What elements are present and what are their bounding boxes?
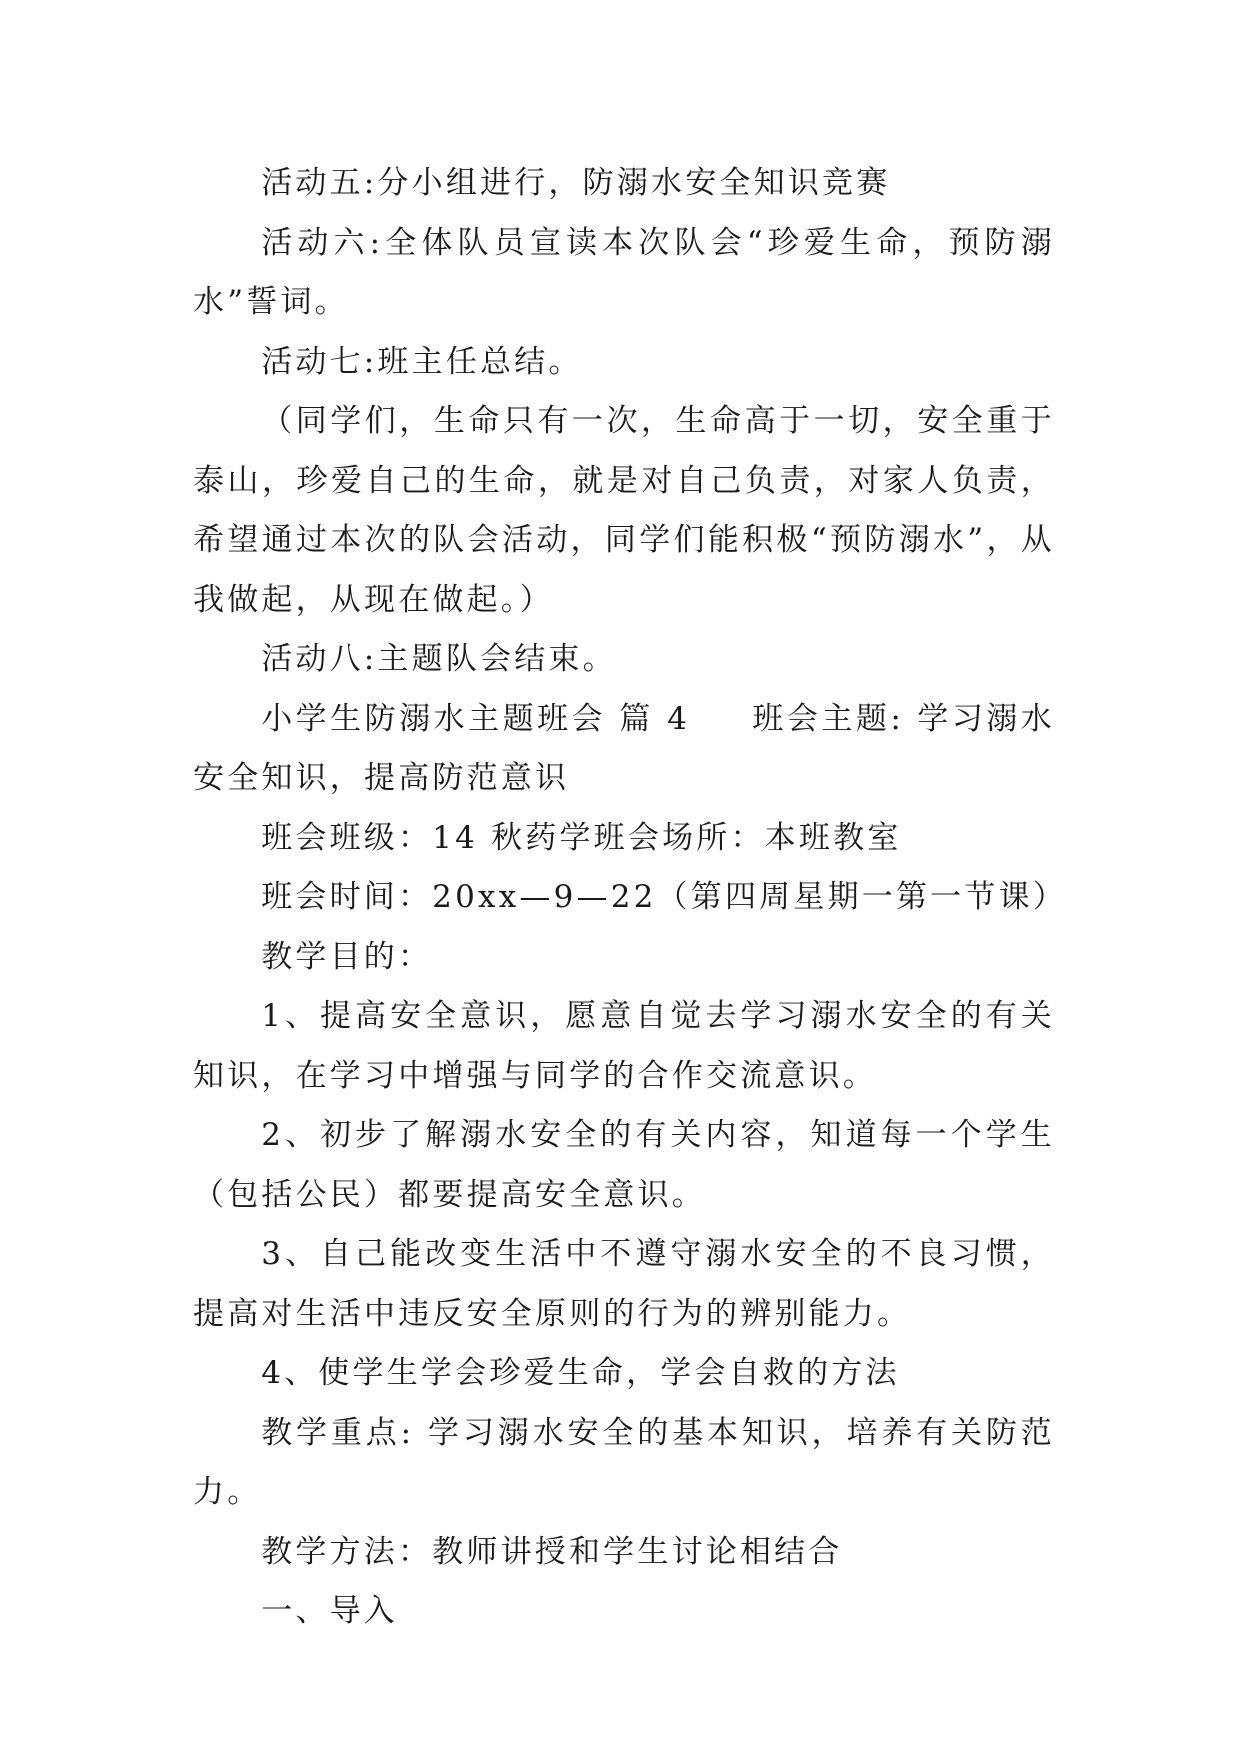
- paragraph-teacher-summary: （同学们，生命只有一次，生命高于一切，安全重于泰山，珍爱自己的生命，就是对自己负责，对家人负责，希望通过本次的队会活动，同学们能积极“预防溺水”，从我做起，从现在做起。）: [193, 403, 1055, 618]
- paragraph-teaching-method: 教学方法：教师讲授和学生讨论相结合: [261, 1533, 843, 1570]
- paragraph-activity-7: 活动七:班主任总结。: [261, 343, 583, 380]
- paragraph-goal-2: 2、初步了解溺水安全的有关内容，知道每一个学生（包括公民）都要提高安全意识。: [193, 1117, 1055, 1213]
- paragraph-activity-5: 活动五:分小组进行，防溺水安全知识竞赛: [261, 165, 891, 201]
- paragraph-class-info: 班会班级：14 秋药学班会场所：本班教室: [261, 819, 902, 856]
- paragraph-section-heading: [193, 690, 1055, 809]
- paragraph-introduction-heading: 一、导入: [261, 1593, 398, 1629]
- paragraph-goal-4: 4、使学生学会珍爱生命，学会自救的方法: [261, 1355, 900, 1391]
- section-title: 小学生防溺水主题班会 篇 4: [261, 700, 691, 737]
- paragraph-goal-3: 3、自己能改变生活中不遵守溺水安全的不良习惯，提高对生活中违反安全原则的行为的辨别能力。: [193, 1236, 1055, 1332]
- paragraph-activity-6: 活动六:全体队员宣读本次队会“珍爱生命，预防溺水”誓词。: [193, 224, 1055, 320]
- paragraph-class-time: 班会时间：20xx—9—22（第四周星期一第一节课）: [261, 879, 1067, 915]
- document-body: [193, 154, 1067, 1642]
- paragraph-teaching-goals-heading: 教学目的：: [261, 938, 433, 975]
- paragraph-goal-1: 1、提高安全意识，愿意自觉去学习溺水安全的有关知识，在学习中增强与同学的合作交流意识。: [193, 998, 1055, 1094]
- class-theme: 班会主题: 学习溺水安全知识，提高防范意识: [193, 700, 1055, 796]
- paragraph-teaching-focus: 教学重点: 学习溺水安全的基本知识，培养有关防范力。: [193, 1414, 1055, 1510]
- paragraph-activity-8: 活动八:主题队会结束。: [261, 641, 617, 677]
